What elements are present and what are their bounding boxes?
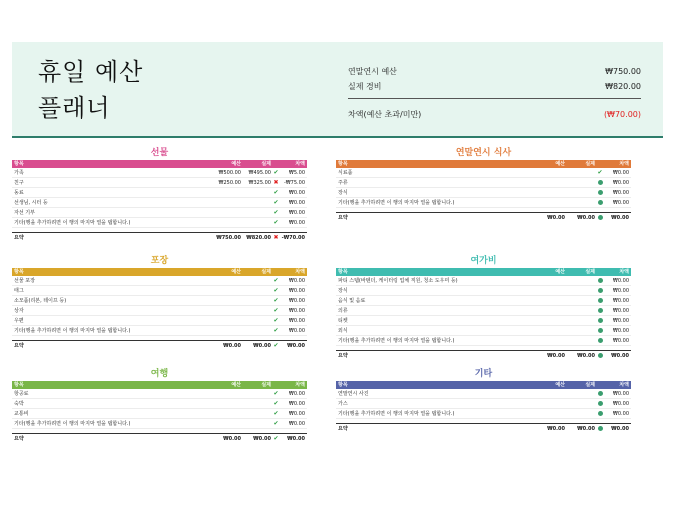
- page-title: [38, 54, 143, 126]
- diff-cell: ₩0.00: [288, 421, 305, 427]
- check-icon: ✔: [273, 317, 279, 324]
- summary-value[interactable]: ₩820.00: [605, 82, 641, 91]
- summary-difference-row: [348, 107, 641, 122]
- table-row: [336, 188, 631, 198]
- category-title: 여행: [150, 369, 169, 379]
- diff-cell: ₩0.00: [288, 308, 305, 314]
- status-dot-icon: [595, 286, 605, 295]
- check-icon: ✔: [273, 189, 279, 196]
- total-actual: ₩0.00: [577, 215, 595, 221]
- planner-header: [12, 42, 663, 138]
- budget-cell[interactable]: [533, 306, 565, 315]
- budget-cell[interactable]: [533, 399, 565, 408]
- item-name[interactable]: 우편: [14, 318, 24, 324]
- actual-cell[interactable]: [241, 188, 271, 197]
- column-diff: 차액: [619, 161, 629, 167]
- total-budget: ₩0.00: [223, 343, 241, 349]
- check-icon: ✔: [273, 435, 279, 442]
- summary-budget-row: [348, 64, 641, 79]
- budget-cell[interactable]: [209, 286, 241, 295]
- table-row: [336, 409, 631, 419]
- item-name[interactable]: 장식: [338, 288, 348, 294]
- total-actual: ₩0.00: [253, 436, 271, 442]
- total-label: 요약: [14, 343, 24, 349]
- budget-cell[interactable]: [209, 188, 241, 197]
- item-name[interactable]: 기타(행을 추가하려면 이 행의 마지막 열을 탭합니다.): [338, 200, 455, 206]
- summary-label: 차액(예산 초과/미만): [348, 110, 422, 119]
- column-diff: 차액: [619, 382, 629, 388]
- diff-cell: ₩0.00: [612, 328, 629, 334]
- actual-cell[interactable]: [565, 188, 595, 197]
- item-name[interactable]: 친구: [14, 180, 24, 186]
- table-row: [12, 178, 307, 188]
- item-name[interactable]: 기타(행을 추가하려면 이 행의 마지막 열을 탭합니다.): [14, 421, 131, 427]
- check-icon: ✔: [273, 277, 279, 284]
- table-row: [12, 389, 307, 399]
- table-row: [12, 326, 307, 336]
- diff-cell: ₩0.00: [612, 298, 629, 304]
- table-row: [336, 296, 631, 306]
- budget-cell[interactable]: [209, 409, 241, 418]
- cross-icon: ✖: [273, 234, 279, 241]
- total-actual: ₩0.00: [577, 426, 595, 432]
- budget-cell[interactable]: [533, 286, 565, 295]
- status-dot-icon: [595, 389, 605, 398]
- category-table: [336, 146, 631, 222]
- actual-cell[interactable]: [241, 409, 271, 418]
- table-row: [336, 389, 631, 399]
- diff-cell: ₩0.00: [612, 190, 629, 196]
- diff-cell: ₩0.00: [288, 278, 305, 284]
- budget-cell[interactable]: [533, 198, 565, 207]
- item-name[interactable]: 티켓: [338, 318, 348, 324]
- total-budget: ₩0.00: [547, 353, 565, 359]
- actual-cell[interactable]: [565, 336, 595, 345]
- table-row: [12, 168, 307, 178]
- column-status: [271, 160, 281, 168]
- total-row: [12, 340, 307, 350]
- check-icon: ✔: [273, 390, 279, 397]
- diff-cell: ₩0.00: [612, 170, 629, 176]
- item-name[interactable]: 기타(행을 추가하려면 이 행의 마지막 열을 탭합니다.): [14, 220, 131, 226]
- actual-cell[interactable]: [565, 409, 595, 418]
- item-name[interactable]: 기타(행을 추가하려면 이 행의 마지막 열을 탭합니다.): [338, 411, 455, 417]
- budget-cell[interactable]: ₩250.00: [218, 180, 241, 186]
- total-label: 요약: [338, 215, 348, 221]
- title-line-2: 플래너: [38, 94, 111, 122]
- table-row: [336, 178, 631, 188]
- budget-cell[interactable]: [209, 218, 241, 227]
- actual-cell[interactable]: [241, 326, 271, 335]
- actual-cell[interactable]: [565, 326, 595, 335]
- check-icon: ✔: [273, 287, 279, 294]
- actual-cell[interactable]: ₩325.00: [248, 180, 271, 186]
- status-dot-icon: [595, 276, 605, 285]
- total-diff: ₩0.00: [611, 215, 629, 221]
- budget-cell[interactable]: [533, 276, 565, 285]
- table-header: [336, 381, 631, 389]
- category-title: 포장: [150, 256, 169, 266]
- diff-cell: ₩0.00: [288, 220, 305, 226]
- total-budget: ₩0.00: [547, 426, 565, 432]
- budget-cell[interactable]: [209, 389, 241, 398]
- column-item: 항목: [14, 382, 24, 388]
- category-title: 기타: [474, 369, 493, 379]
- table-row: [336, 168, 631, 178]
- column-status: [271, 268, 281, 276]
- status-dot-icon: [595, 351, 605, 360]
- column-diff: 차액: [619, 269, 629, 275]
- diff-cell: ₩0.00: [288, 210, 305, 216]
- total-budget: ₩0.00: [547, 215, 565, 221]
- table-row: [336, 316, 631, 326]
- item-name[interactable]: 상자: [14, 308, 24, 314]
- diff-cell: ₩0.00: [288, 391, 305, 397]
- budget-cell[interactable]: ₩500.00: [218, 170, 241, 176]
- check-icon: ✔: [273, 400, 279, 407]
- actual-cell[interactable]: ₩495.00: [248, 170, 271, 176]
- table-row: [336, 306, 631, 316]
- summary-divider: [348, 98, 641, 99]
- actual-cell[interactable]: [241, 286, 271, 295]
- item-name[interactable]: 식료품: [338, 170, 353, 176]
- diff-cell: ₩0.00: [288, 200, 305, 206]
- actual-cell[interactable]: [241, 198, 271, 207]
- check-icon: ✔: [273, 420, 279, 427]
- diff-cell: ₩0.00: [288, 328, 305, 334]
- actual-cell[interactable]: [565, 316, 595, 325]
- item-name[interactable]: 숙박: [14, 401, 24, 407]
- item-name[interactable]: 소모품(리본, 테이프 등): [14, 298, 67, 304]
- table-header: [336, 160, 631, 168]
- actual-cell[interactable]: [565, 389, 595, 398]
- column-item: 항목: [338, 161, 348, 167]
- diff-cell: ₩0.00: [612, 411, 629, 417]
- budget-cell[interactable]: [209, 306, 241, 315]
- item-name[interactable]: 선생님, 시터 등: [14, 200, 48, 206]
- status-dot-icon: [595, 399, 605, 408]
- budget-cell[interactable]: [209, 326, 241, 335]
- summary-difference-value: (₩70.00): [603, 110, 641, 119]
- total-diff: ₩0.00: [287, 436, 305, 442]
- status-dot-icon: [595, 296, 605, 305]
- actual-cell[interactable]: [565, 296, 595, 305]
- check-icon: ✔: [273, 342, 279, 349]
- actual-cell[interactable]: [241, 389, 271, 398]
- item-name[interactable]: 항공료: [14, 391, 29, 397]
- budget-cell[interactable]: [533, 178, 565, 187]
- category-table: [336, 254, 631, 360]
- column-budget: 예산: [555, 382, 565, 388]
- total-label: 요약: [14, 235, 24, 241]
- actual-cell[interactable]: [565, 168, 595, 177]
- budget-cell[interactable]: [533, 326, 565, 335]
- budget-cell[interactable]: [209, 316, 241, 325]
- total-budget: ₩750.00: [216, 235, 241, 241]
- table-row: [336, 276, 631, 286]
- budget-cell[interactable]: [209, 198, 241, 207]
- budget-cell[interactable]: [533, 409, 565, 418]
- item-name[interactable]: 교통비: [14, 411, 29, 417]
- table-row: [12, 306, 307, 316]
- diff-cell: ₩0.00: [612, 338, 629, 344]
- status-dot-icon: [595, 409, 605, 418]
- total-label: 요약: [14, 436, 24, 442]
- check-icon: ✔: [273, 327, 279, 334]
- status-dot-icon: [595, 424, 605, 433]
- status-dot-icon: [595, 306, 605, 315]
- summary-actual-row: [348, 79, 641, 94]
- table-row: [12, 296, 307, 306]
- column-budget: 예산: [231, 382, 241, 388]
- table-row: [336, 286, 631, 296]
- table-row: [12, 316, 307, 326]
- total-diff: ₩0.00: [287, 343, 305, 349]
- status-dot-icon: [595, 198, 605, 207]
- item-name[interactable]: 장식: [338, 190, 348, 196]
- budget-cell[interactable]: [209, 276, 241, 285]
- budget-cell[interactable]: [209, 296, 241, 305]
- budget-cell[interactable]: [209, 399, 241, 408]
- item-name[interactable]: 동료: [14, 190, 24, 196]
- category-title: 연말연시 식사: [455, 148, 512, 158]
- column-actual: 실제: [261, 161, 271, 167]
- item-name[interactable]: 선물 포장: [14, 278, 35, 284]
- item-name[interactable]: 자선 기부: [14, 210, 35, 216]
- total-row: [336, 212, 631, 222]
- category-table: [12, 146, 307, 242]
- item-name[interactable]: 주류: [338, 180, 348, 186]
- actual-cell[interactable]: [565, 306, 595, 315]
- column-actual: 실제: [585, 382, 595, 388]
- total-row: [12, 232, 307, 242]
- diff-cell: ₩0.00: [612, 318, 629, 324]
- table-row: [336, 198, 631, 208]
- budget-cell[interactable]: [533, 168, 565, 177]
- column-diff: 차액: [295, 269, 305, 275]
- table-row: [12, 276, 307, 286]
- check-icon: ✔: [273, 307, 279, 314]
- column-status: [595, 381, 605, 389]
- total-row: [12, 433, 307, 443]
- category-title: 여가비: [470, 256, 497, 266]
- total-row: [336, 423, 631, 433]
- status-dot-icon: [595, 326, 605, 335]
- budget-cell[interactable]: [533, 336, 565, 345]
- column-actual: 실제: [585, 269, 595, 275]
- actual-cell[interactable]: [241, 208, 271, 217]
- item-name[interactable]: 외식: [338, 328, 348, 334]
- total-label: 요약: [338, 353, 348, 359]
- actual-cell[interactable]: [241, 218, 271, 227]
- diff-cell: -₩75.00: [283, 180, 305, 186]
- category-table: [336, 367, 631, 433]
- actual-cell[interactable]: [241, 399, 271, 408]
- cross-icon: ✖: [273, 179, 279, 186]
- total-actual: ₩820.00: [246, 235, 271, 241]
- item-name[interactable]: 음식 및 음료: [338, 298, 366, 304]
- column-item: 항목: [14, 161, 24, 167]
- check-icon: ✔: [273, 169, 279, 176]
- diff-cell: ₩0.00: [288, 288, 305, 294]
- column-item: 항목: [14, 269, 24, 275]
- table-row: [12, 409, 307, 419]
- table-header: [12, 160, 307, 168]
- actual-cell[interactable]: [565, 286, 595, 295]
- actual-cell[interactable]: [565, 399, 595, 408]
- column-status: [271, 381, 281, 389]
- status-dot-icon: [595, 336, 605, 345]
- column-diff: 차액: [295, 161, 305, 167]
- actual-cell[interactable]: [241, 296, 271, 305]
- column-actual: 실제: [261, 269, 271, 275]
- budget-cell[interactable]: [533, 296, 565, 305]
- item-name[interactable]: 기타(행을 추가하려면 이 행의 마지막 열을 탭합니다.): [14, 328, 131, 334]
- check-icon: ✔: [273, 219, 279, 226]
- diff-cell: ₩0.00: [612, 288, 629, 294]
- category-table: [12, 254, 307, 350]
- diff-cell: ₩5.00: [288, 170, 305, 176]
- table-row: [12, 218, 307, 228]
- check-icon: ✔: [273, 209, 279, 216]
- diff-cell: ₩0.00: [288, 298, 305, 304]
- table-row: [12, 419, 307, 429]
- status-dot-icon: [595, 213, 605, 222]
- check-icon: ✔: [273, 199, 279, 206]
- table-row: [336, 399, 631, 409]
- diff-cell: ₩0.00: [612, 278, 629, 284]
- diff-cell: ₩0.00: [288, 401, 305, 407]
- category-table: [12, 367, 307, 443]
- summary-label: 실제 경비: [348, 82, 382, 91]
- column-diff: 차액: [295, 382, 305, 388]
- budget-cell[interactable]: [533, 188, 565, 197]
- item-name[interactable]: 기타(행을 추가하려면 이 행의 마지막 열을 탭합니다.): [338, 338, 455, 344]
- diff-cell: ₩0.00: [612, 401, 629, 407]
- budget-cell[interactable]: [533, 316, 565, 325]
- table-row: [12, 188, 307, 198]
- total-diff: -₩70.00: [281, 235, 305, 241]
- actual-cell[interactable]: [241, 276, 271, 285]
- item-name[interactable]: 가족: [14, 170, 24, 176]
- table-header: [12, 381, 307, 389]
- column-actual: 실제: [585, 161, 595, 167]
- budget-cell[interactable]: [533, 389, 565, 398]
- column-item: 항목: [338, 382, 348, 388]
- actual-cell[interactable]: [565, 178, 595, 187]
- summary-label: 연말연시 예산: [348, 67, 397, 76]
- budget-cell[interactable]: [209, 419, 241, 428]
- column-budget: 예산: [555, 269, 565, 275]
- item-name[interactable]: 연말연시 사진: [338, 391, 369, 397]
- status-dot-icon: [595, 188, 605, 197]
- item-name[interactable]: 파티 스텝(바텐더, 케이터링 업체 직원, 청소 도우미 등): [338, 278, 458, 284]
- check-icon: ✔: [273, 297, 279, 304]
- budget-summary: [348, 64, 641, 122]
- item-name[interactable]: 가스: [338, 401, 348, 407]
- item-name[interactable]: 태그: [14, 288, 24, 294]
- actual-cell[interactable]: [565, 276, 595, 285]
- diff-cell: ₩0.00: [288, 411, 305, 417]
- status-dot-icon: [595, 316, 605, 325]
- table-row: [12, 286, 307, 296]
- diff-cell: ₩0.00: [612, 391, 629, 397]
- actual-cell[interactable]: [565, 198, 595, 207]
- total-diff: ₩0.00: [611, 353, 629, 359]
- actual-cell[interactable]: [241, 419, 271, 428]
- diff-cell: ₩0.00: [288, 318, 305, 324]
- column-budget: 예산: [555, 161, 565, 167]
- category-title: 선물: [150, 148, 169, 158]
- diff-cell: ₩0.00: [612, 200, 629, 206]
- table-row: [336, 326, 631, 336]
- item-name[interactable]: 의류: [338, 308, 348, 314]
- table-row: [12, 198, 307, 208]
- table-row: [12, 208, 307, 218]
- column-item: 항목: [338, 269, 348, 275]
- actual-cell[interactable]: [241, 316, 271, 325]
- total-actual: ₩0.00: [577, 353, 595, 359]
- table-row: [336, 336, 631, 346]
- actual-cell[interactable]: [241, 306, 271, 315]
- column-status: [595, 268, 605, 276]
- check-icon: ✔: [597, 169, 603, 176]
- status-dot-icon: [595, 178, 605, 187]
- diff-cell: ₩0.00: [288, 190, 305, 196]
- budget-cell[interactable]: [209, 208, 241, 217]
- title-line-1: 휴일 예산: [38, 58, 144, 86]
- diff-cell: ₩0.00: [612, 180, 629, 186]
- table-row: [12, 399, 307, 409]
- column-budget: 예산: [231, 161, 241, 167]
- column-status: [595, 160, 605, 168]
- check-icon: ✔: [273, 410, 279, 417]
- total-actual: ₩0.00: [253, 343, 271, 349]
- column-budget: 예산: [231, 269, 241, 275]
- total-row: [336, 350, 631, 360]
- column-actual: 실제: [261, 382, 271, 388]
- table-header: [336, 268, 631, 276]
- total-diff: ₩0.00: [611, 426, 629, 432]
- summary-value[interactable]: ₩750.00: [605, 67, 641, 76]
- total-budget: ₩0.00: [223, 436, 241, 442]
- table-header: [12, 268, 307, 276]
- diff-cell: ₩0.00: [612, 308, 629, 314]
- total-label: 요약: [338, 426, 348, 432]
